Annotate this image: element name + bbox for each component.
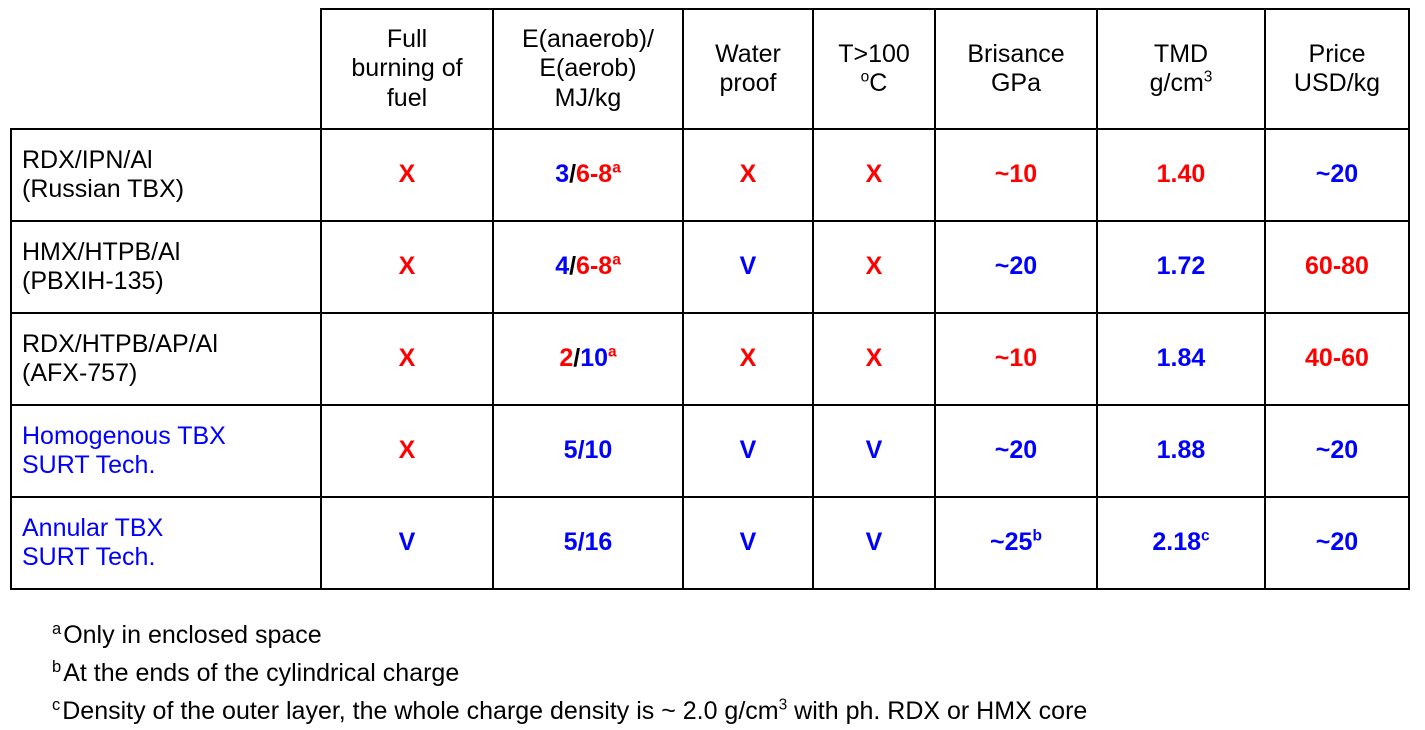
cell-temperature: V [813,497,935,589]
header-energy-line2: E(aerob) [539,54,637,83]
cell-energy-ratio [493,129,683,221]
footnote-b-text: At the ends of the cylindrical charge [63,659,460,687]
energy-separator: / [569,160,577,189]
table-row [11,129,1409,221]
header-row [11,9,1409,129]
brisance-value: ~20 [994,252,1038,281]
header-water-proof-line1: Water [715,39,781,68]
header-tmd-exponent: 3 [1203,68,1213,86]
header-temperature-line1: T>100 [838,39,910,68]
energy-anaerob: 2 [559,344,574,373]
header-tmd [1097,9,1265,129]
cell-energy-ratio [493,313,683,405]
footnote-a-marker: a [52,619,62,638]
energy-aerob: 10 [580,344,609,373]
cell-price: 40-60 [1265,313,1409,405]
table-row [11,313,1409,405]
brisance-value: ~20 [994,436,1038,465]
footnote-c-text-before: Density of the outer layer, the whole charge density is ~ 2.0 g/cm [62,697,779,725]
energy-footnote-marker: a [612,159,621,177]
cell-tmd [1097,221,1265,313]
footnote-c-text-after: with ph. RDX or HMX core [787,697,1088,725]
header-price-line1: Price [1308,39,1366,68]
energy-aerob: 16 [584,528,613,557]
cell-full-burning: V [321,497,493,589]
header-energy-line1: E(anaerob)/ [521,24,655,53]
cell-price: ~20 [1265,497,1409,589]
energy-anaerob: 3 [555,160,570,189]
table-row [11,497,1409,589]
energy-anaerob: 5 [563,528,578,557]
row-label-line1: RDX/IPN/Al [22,145,153,174]
cell-tmd [1097,405,1265,497]
row-label-line2: (PBXIH-135) [22,267,164,295]
cell-tmd [1097,313,1265,405]
cell-energy-ratio [493,221,683,313]
footnote-c-exponent: 3 [778,696,788,714]
footnote-b [52,654,1425,692]
table-row [11,405,1409,497]
brisance-value: ~25 [990,528,1033,557]
footnote-a-text: Only in enclosed space [63,621,322,649]
row-label [11,129,321,221]
cell-price: 60-80 [1265,221,1409,313]
cell-full-burning: X [321,405,493,497]
row-label-line1: Homogenous TBX [22,421,226,450]
tmd-value: 2.18 [1152,528,1202,557]
cell-energy-ratio [493,405,683,497]
footnote-a [52,616,1425,654]
cell-water-proof: X [683,313,813,405]
cell-water-proof: X [683,129,813,221]
brisance-footnote-marker: b [1032,527,1042,545]
row-label [11,405,321,497]
cell-water-proof: V [683,221,813,313]
header-water-proof-line2: proof [719,69,777,97]
row-label [11,313,321,405]
brisance-value: ~10 [994,344,1038,373]
cell-energy-ratio [493,497,683,589]
energy-anaerob: 5 [563,436,578,465]
cell-temperature: X [813,313,935,405]
energy-aerob: 6-8 [576,252,613,281]
cell-brisance [935,313,1097,405]
row-label-line1: HMX/HTPB/Al [22,237,181,266]
header-price-line2: USD/kg [1293,69,1381,97]
cell-temperature: V [813,405,935,497]
cell-price: ~20 [1265,129,1409,221]
cell-temperature: X [813,129,935,221]
row-label-line1: RDX/HTPB/AP/Al [22,329,218,358]
header-brisance-line1: Brisance [967,39,1065,68]
header-energy-line3: MJ/kg [554,83,622,112]
row-label [11,221,321,313]
cell-temperature: X [813,221,935,313]
table-row [11,221,1409,313]
energy-separator: / [577,528,585,557]
cell-tmd [1097,497,1265,589]
footnote-c [52,692,1425,730]
header-temperature-line2 [820,69,928,99]
energy-aerob: 10 [584,436,613,465]
footnotes [52,616,1425,730]
row-label-line2: SURT Tech. [22,543,156,571]
header-price [1265,9,1409,129]
energy-footnote-marker: a [608,343,617,361]
row-label-line1: Annular TBX [22,513,164,542]
header-full-burning-line2: burning of [351,54,463,83]
cell-brisance [935,129,1097,221]
brisance-value: ~10 [994,160,1038,189]
table-body [11,129,1409,589]
header-energy-ratio [493,9,683,129]
row-label-line2: (Russian TBX) [22,175,185,203]
header-temperature-unit: C [869,69,888,97]
cell-full-burning: X [321,313,493,405]
tmd-value: 1.88 [1156,436,1206,465]
cell-tmd [1097,129,1265,221]
header-brisance [935,9,1097,129]
cell-water-proof: V [683,497,813,589]
cell-price: ~20 [1265,405,1409,497]
cell-brisance [935,221,1097,313]
header-tmd-line2 [1104,69,1258,99]
tmd-footnote-marker: c [1201,527,1210,545]
cell-brisance [935,497,1097,589]
cell-water-proof: V [683,405,813,497]
cell-full-burning: X [321,221,493,313]
footnote-c-marker: c [52,695,61,714]
energy-anaerob: 4 [555,252,570,281]
cell-brisance [935,405,1097,497]
slide-page [0,8,1425,729]
tmd-value: 1.84 [1156,344,1206,373]
header-tmd-unit: g/cm [1149,69,1204,97]
table-header [11,9,1409,129]
energy-footnote-marker: a [612,251,621,269]
header-tmd-line1: TMD [1153,39,1209,68]
tmd-value: 1.40 [1156,160,1206,189]
cell-full-burning: X [321,129,493,221]
header-temperature [813,9,935,129]
row-label [11,497,321,589]
energy-separator: / [577,436,585,465]
header-corner-cell [11,9,321,129]
header-water-proof [683,9,813,129]
tmd-value: 1.72 [1156,252,1206,281]
row-label-line2: SURT Tech. [22,451,156,479]
energy-separator: / [569,252,577,281]
energy-aerob: 6-8 [576,160,613,189]
header-full-burning-line1: Full [386,24,428,53]
row-label-line2: (AFX-757) [22,359,138,387]
header-brisance-line2: GPa [990,69,1042,97]
energy-separator: / [573,344,581,373]
footnote-b-marker: b [52,657,62,676]
header-full-burning [321,9,493,129]
header-temperature-degree: o [860,68,870,86]
comparison-table [10,8,1410,590]
header-full-burning-line3: fuel [386,83,428,112]
